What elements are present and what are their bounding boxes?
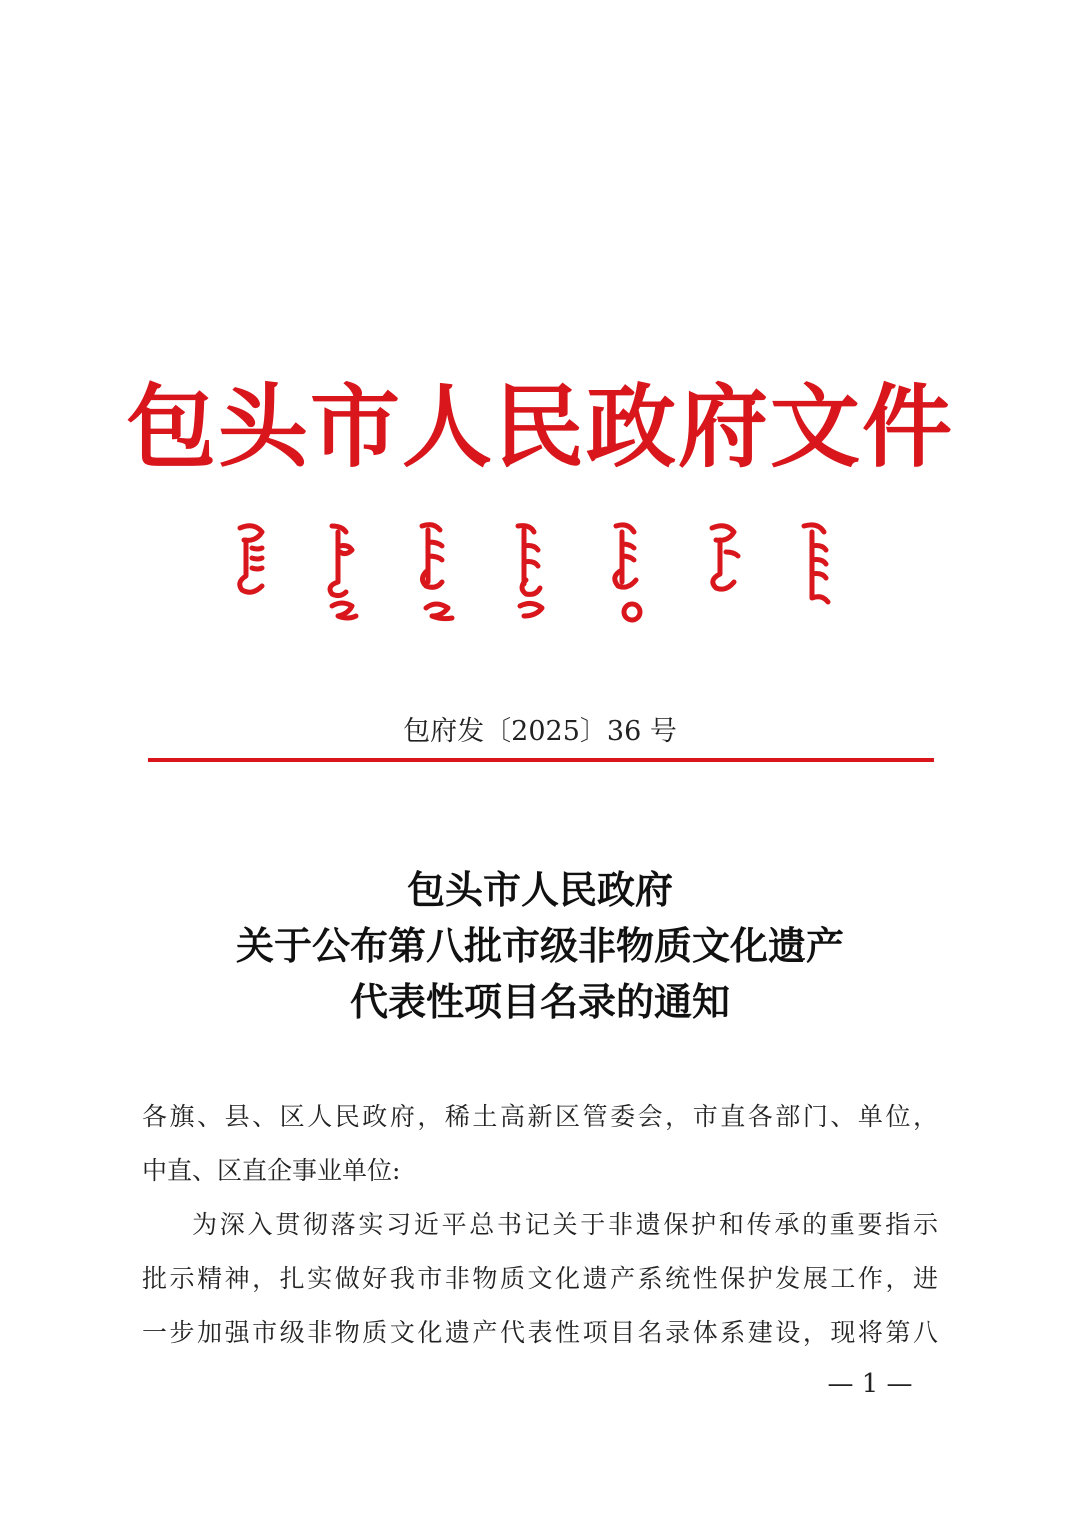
document-title [0,862,1080,1030]
recipients-line-2: 中直、区直企事业单位: [142,1156,401,1185]
title-line-2: 关于公布第八批市级非物质文化遗产 [235,923,844,968]
page-number: — 1 — [827,1369,913,1399]
recipients-line-1: 各旗、县、区人民政府，稀土高新区管委会，市直各部门、单位， [142,1102,938,1131]
masthead-title: 包头市人民政府文件 [126,374,954,480]
paragraph-line-3: 一步加强市级非物质文化遗产代表性项目名录体系建设，现将第八 [142,1318,938,1347]
title-line-1: 包头市人民政府 [406,867,673,912]
header-divider [148,758,934,762]
title-line-3: 代表性项目名录的通知 [349,979,730,1024]
document-number: 包府发〔2025〕36 号 [403,716,677,747]
mongolian-script-seal [230,518,870,638]
paragraph-line-2: 批示精神，扎实做好我市非物质文化遗产系统性保护发展工作，进 [142,1264,938,1293]
document-body [142,1090,938,1360]
paragraph-line-1: 为深入贯彻落实习近平总书记关于非遗保护和传承的重要指示 [192,1210,938,1239]
